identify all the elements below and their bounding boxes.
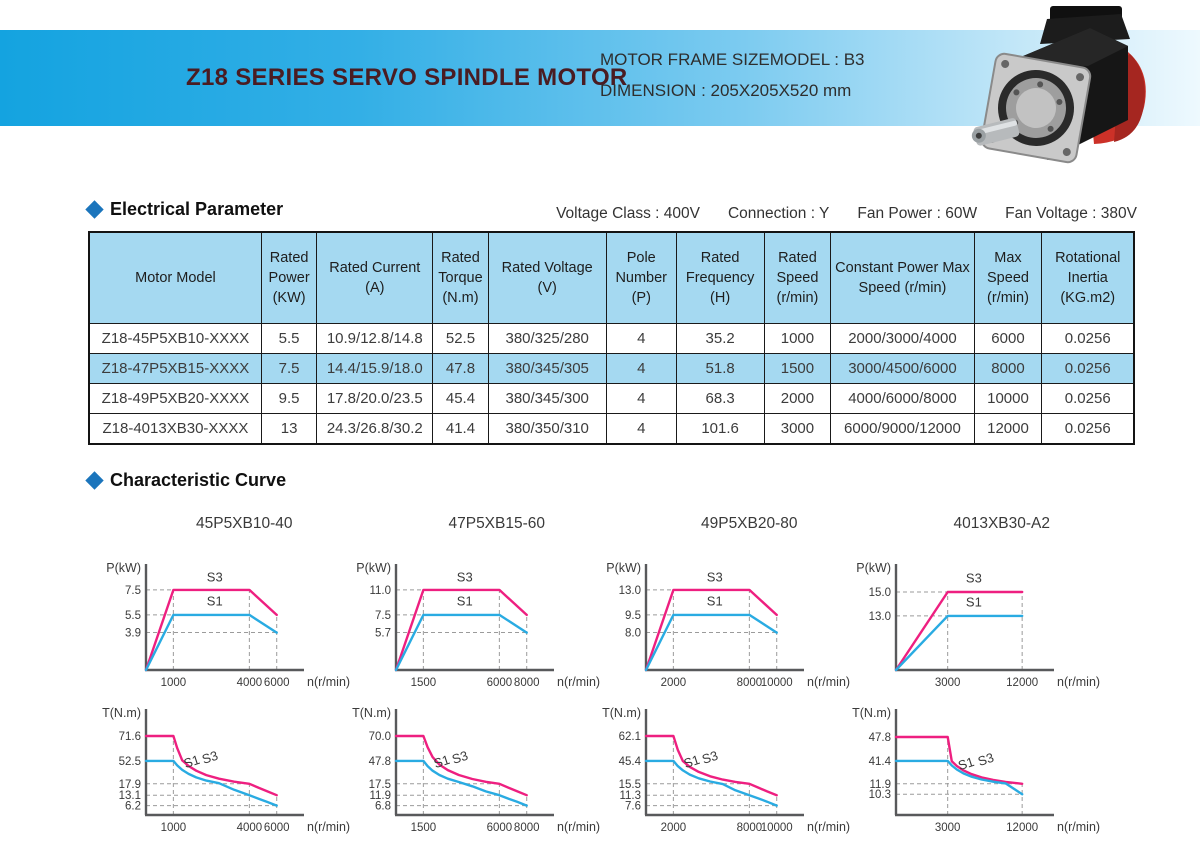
table-cell: 24.3/26.8/30.2 xyxy=(317,414,433,445)
table-row xyxy=(89,384,1134,414)
table-cell: 5.5 xyxy=(261,324,316,354)
torque-curve-svg xyxy=(100,697,350,842)
svg-text:45.4: 45.4 xyxy=(618,755,641,768)
column-header: Motor Model xyxy=(89,232,261,324)
spec-value: 205X205X520 mm xyxy=(710,81,852,100)
table-cell: 1500 xyxy=(764,354,831,384)
svg-text:T(N.m): T(N.m) xyxy=(852,706,891,720)
torque-curve-svg xyxy=(600,697,850,842)
table-cell: 380/345/300 xyxy=(488,384,606,414)
table-cell: 14.4/15.9/18.0 xyxy=(317,354,433,384)
svg-text:n(r/min): n(r/min) xyxy=(1057,820,1100,834)
table-cell: 68.3 xyxy=(676,384,764,414)
svg-text:P(kW): P(kW) xyxy=(106,561,141,575)
column-header: Rotational Inertia (KG.m2) xyxy=(1042,232,1134,324)
spec-colon: : xyxy=(829,50,844,69)
table-cell: 4000/6000/8000 xyxy=(831,384,974,414)
table-head xyxy=(89,232,1134,324)
svg-text:15.5: 15.5 xyxy=(618,778,641,791)
torque-curve-svg xyxy=(350,697,600,842)
svg-text:71.6: 71.6 xyxy=(118,730,141,743)
spec-colon: : xyxy=(1087,205,1101,222)
table-cell: 12000 xyxy=(974,414,1042,445)
svg-text:1500: 1500 xyxy=(410,822,437,834)
diamond-icon xyxy=(85,471,103,489)
svg-text:6000: 6000 xyxy=(486,677,513,689)
table-cell: 10000 xyxy=(974,384,1042,414)
spec-item xyxy=(556,205,700,223)
table-cell: Z18-47P5XB15-XXXX xyxy=(89,354,261,384)
svg-text:n(r/min): n(r/min) xyxy=(307,820,350,834)
svg-text:8000: 8000 xyxy=(736,677,763,689)
spec-value: Y xyxy=(819,205,830,222)
spec-value: 400V xyxy=(663,205,700,222)
table-cell: 10.9/12.8/14.8 xyxy=(317,324,433,354)
table-cell: 45.4 xyxy=(433,384,488,414)
spec-label: Voltage Class xyxy=(556,205,651,222)
table-cell: 7.5 xyxy=(261,354,316,384)
torque-charts-row xyxy=(100,697,1100,842)
table-cell: 3000/4500/6000 xyxy=(831,354,974,384)
svg-text:10000: 10000 xyxy=(760,677,793,689)
power-charts-row xyxy=(100,552,1100,697)
table-cell: 1000 xyxy=(764,324,831,354)
svg-text:S1: S1 xyxy=(181,751,202,772)
table-cell: 3000 xyxy=(764,414,831,445)
spec-label: Fan Power xyxy=(857,205,933,222)
chart-title: 4013XB30-A2 xyxy=(953,515,1051,532)
chart-titles-row xyxy=(118,515,1128,533)
svg-text:8000: 8000 xyxy=(513,822,540,834)
chart-title: 49P5XB20-80 xyxy=(700,515,798,532)
table-row xyxy=(89,324,1134,354)
table-body xyxy=(89,324,1134,445)
svg-text:n(r/min): n(r/min) xyxy=(807,820,850,834)
svg-text:S3: S3 xyxy=(700,747,720,767)
torque-chart-2 xyxy=(350,697,600,842)
svg-text:13.0: 13.0 xyxy=(868,610,891,623)
spec-item xyxy=(728,205,829,223)
svg-text:n(r/min): n(r/min) xyxy=(307,675,350,689)
spec-colon: : xyxy=(650,205,664,222)
svg-text:12000: 12000 xyxy=(1006,677,1039,689)
svg-text:17.5: 17.5 xyxy=(368,778,391,791)
svg-text:n(r/min): n(r/min) xyxy=(557,675,600,689)
diamond-icon xyxy=(85,200,103,218)
svg-text:11.3: 11.3 xyxy=(619,790,641,803)
svg-text:n(r/min): n(r/min) xyxy=(807,675,850,689)
table-cell: 9.5 xyxy=(261,384,316,414)
table-header-row xyxy=(89,232,1134,324)
power-curve-svg xyxy=(600,552,850,697)
column-header: Pole Number (P) xyxy=(606,232,676,324)
svg-text:52.5: 52.5 xyxy=(118,755,141,768)
spec-colon: : xyxy=(696,81,711,100)
electrical-specs-line xyxy=(556,205,1137,223)
svg-text:6.8: 6.8 xyxy=(375,800,391,813)
svg-text:5.7: 5.7 xyxy=(375,627,391,640)
svg-text:47.8: 47.8 xyxy=(868,732,891,744)
svg-text:41.4: 41.4 xyxy=(868,755,891,768)
torque-chart-1 xyxy=(100,697,350,842)
svg-text:S3: S3 xyxy=(200,747,220,767)
svg-text:n(r/min): n(r/min) xyxy=(557,820,600,834)
svg-text:3.9: 3.9 xyxy=(125,627,141,640)
product-title: Z18 SERIES SERVO SPINDLE MOTOR xyxy=(186,64,628,91)
spec-value: B3 xyxy=(843,50,865,69)
chart-title: 47P5XB15-60 xyxy=(448,515,546,532)
power-chart-4 xyxy=(850,552,1100,697)
table-cell: 47.8 xyxy=(433,354,488,384)
svg-text:S3: S3 xyxy=(206,569,223,585)
motor-product-photo xyxy=(970,2,1160,170)
svg-text:11.0: 11.0 xyxy=(369,584,391,597)
svg-text:S1: S1 xyxy=(956,753,976,774)
electrical-parameter-table xyxy=(88,231,1135,445)
svg-text:7.6: 7.6 xyxy=(625,800,641,813)
table-cell: 2000 xyxy=(764,384,831,414)
svg-text:1000: 1000 xyxy=(160,677,187,689)
svg-text:1500: 1500 xyxy=(410,677,437,689)
svg-text:10000: 10000 xyxy=(760,822,793,834)
spec-value: 60W xyxy=(945,205,978,222)
svg-text:62.1: 62.1 xyxy=(618,730,641,743)
svg-text:7.5: 7.5 xyxy=(125,584,141,597)
table-cell: 380/345/305 xyxy=(488,354,606,384)
svg-text:S1: S1 xyxy=(681,751,702,772)
svg-text:11.9: 11.9 xyxy=(869,778,891,791)
svg-text:70.0: 70.0 xyxy=(368,730,391,743)
svg-text:10.3: 10.3 xyxy=(868,789,891,802)
spec-label: MOTOR FRAME SIZEMODEL xyxy=(600,50,830,69)
svg-text:P(kW): P(kW) xyxy=(606,561,641,575)
svg-text:4000: 4000 xyxy=(236,677,263,689)
power-curve-svg xyxy=(850,552,1100,697)
table-cell: 17.8/20.0/23.5 xyxy=(317,384,433,414)
svg-text:2000: 2000 xyxy=(660,677,687,689)
svg-text:S1: S1 xyxy=(431,751,452,772)
power-chart-3 xyxy=(600,552,850,697)
table-cell: 0.0256 xyxy=(1042,354,1134,384)
table-cell: Z18-45P5XB10-XXXX xyxy=(89,324,261,354)
banner-specs xyxy=(600,44,865,106)
svg-text:13.0: 13.0 xyxy=(618,584,641,597)
table-cell: Z18-4013XB30-XXXX xyxy=(89,414,261,445)
svg-text:8.0: 8.0 xyxy=(625,627,641,640)
table-cell: 52.5 xyxy=(433,324,488,354)
column-header: Rated Power (KW) xyxy=(261,232,316,324)
table-cell: 35.2 xyxy=(676,324,764,354)
motor-flange xyxy=(980,52,1091,163)
column-header: Rated Torque (N.m) xyxy=(433,232,488,324)
svg-text:2000: 2000 xyxy=(660,822,687,834)
svg-text:4000: 4000 xyxy=(236,822,263,834)
svg-text:6000: 6000 xyxy=(263,677,290,689)
table-cell: 8000 xyxy=(974,354,1042,384)
column-header: Constant Power Max Speed (r/min) xyxy=(831,232,974,324)
table-cell: 2000/3000/4000 xyxy=(831,324,974,354)
table-cell: 4 xyxy=(606,354,676,384)
table-cell: 4 xyxy=(606,324,676,354)
table-cell: 0.0256 xyxy=(1042,324,1134,354)
svg-text:S3: S3 xyxy=(706,569,723,585)
table-cell: 51.8 xyxy=(676,354,764,384)
svg-text:15.0: 15.0 xyxy=(868,587,891,599)
svg-text:1000: 1000 xyxy=(160,822,187,834)
spec-label: Connection xyxy=(727,205,807,222)
svg-text:S1: S1 xyxy=(965,594,982,610)
spec-item xyxy=(600,75,865,106)
section-characteristic-curve xyxy=(88,470,286,491)
torque-curve-svg xyxy=(850,697,1100,842)
column-header: Rated Current (A) xyxy=(317,232,433,324)
spec-item xyxy=(1005,205,1137,223)
svg-text:12000: 12000 xyxy=(1006,822,1039,834)
svg-text:7.5: 7.5 xyxy=(375,609,391,622)
table-cell: 380/350/310 xyxy=(488,414,606,445)
spec-label: DIMENSION xyxy=(600,81,697,100)
table-cell: 101.6 xyxy=(676,414,764,445)
svg-text:11.9: 11.9 xyxy=(369,790,391,803)
table-cell: 13 xyxy=(261,414,316,445)
svg-text:8000: 8000 xyxy=(513,677,540,689)
table-cell: 6000 xyxy=(974,324,1042,354)
svg-text:S1: S1 xyxy=(456,593,473,609)
table-row xyxy=(89,414,1134,445)
spec-item xyxy=(857,205,977,223)
svg-text:S3: S3 xyxy=(456,569,473,585)
column-header: Rated Voltage (V) xyxy=(488,232,606,324)
column-header: Max Speed (r/min) xyxy=(974,232,1042,324)
power-chart-1 xyxy=(100,552,350,697)
table-cell: 4 xyxy=(606,384,676,414)
spec-colon: : xyxy=(932,205,946,222)
svg-text:6000: 6000 xyxy=(263,822,290,834)
svg-text:5.5: 5.5 xyxy=(125,609,141,622)
spec-item xyxy=(600,44,865,75)
svg-text:T(N.m): T(N.m) xyxy=(102,706,141,720)
svg-text:13.1: 13.1 xyxy=(118,790,141,803)
table-cell: 380/325/280 xyxy=(488,324,606,354)
section-electrical-parameter xyxy=(88,199,283,220)
svg-text:P(kW): P(kW) xyxy=(356,561,391,575)
power-curve-svg xyxy=(100,552,350,697)
column-header: Rated Speed (r/min) xyxy=(764,232,831,324)
section-title: Electrical Parameter xyxy=(110,199,284,219)
svg-text:6000: 6000 xyxy=(486,822,513,834)
power-curve-svg xyxy=(350,552,600,697)
svg-text:17.9: 17.9 xyxy=(118,778,141,791)
table-cell: 0.0256 xyxy=(1042,414,1134,445)
torque-chart-3 xyxy=(600,697,850,842)
table-cell: 0.0256 xyxy=(1042,384,1134,414)
svg-text:T(N.m): T(N.m) xyxy=(352,706,391,720)
section-title: Characteristic Curve xyxy=(110,470,287,490)
spec-value: 380V xyxy=(1100,205,1137,222)
svg-text:8000: 8000 xyxy=(736,822,763,834)
svg-text:P(kW): P(kW) xyxy=(856,561,891,575)
svg-text:S1: S1 xyxy=(206,593,223,609)
svg-text:6.2: 6.2 xyxy=(125,800,141,813)
svg-text:S3: S3 xyxy=(450,747,470,767)
svg-text:47.8: 47.8 xyxy=(368,755,391,768)
chart-title: 45P5XB10-40 xyxy=(195,515,293,532)
table-cell: Z18-49P5XB20-XXXX xyxy=(89,384,261,414)
table-row xyxy=(89,354,1134,384)
svg-text:n(r/min): n(r/min) xyxy=(1057,675,1100,689)
table-cell: 6000/9000/12000 xyxy=(831,414,974,445)
torque-chart-4 xyxy=(850,697,1100,842)
column-header: Rated Frequency (H) xyxy=(676,232,764,324)
spec-label: Fan Voltage xyxy=(1005,205,1088,222)
power-chart-2 xyxy=(350,552,600,697)
table-cell: 41.4 xyxy=(433,414,488,445)
svg-text:9.5: 9.5 xyxy=(625,609,641,622)
svg-text:S3: S3 xyxy=(965,570,982,586)
svg-text:3000: 3000 xyxy=(934,677,961,689)
svg-text:S1: S1 xyxy=(706,593,723,609)
svg-text:T(N.m): T(N.m) xyxy=(602,706,641,720)
svg-text:S3: S3 xyxy=(975,749,996,769)
table-cell: 4 xyxy=(606,414,676,445)
svg-text:3000: 3000 xyxy=(934,822,961,834)
spec-colon: : xyxy=(806,205,820,222)
